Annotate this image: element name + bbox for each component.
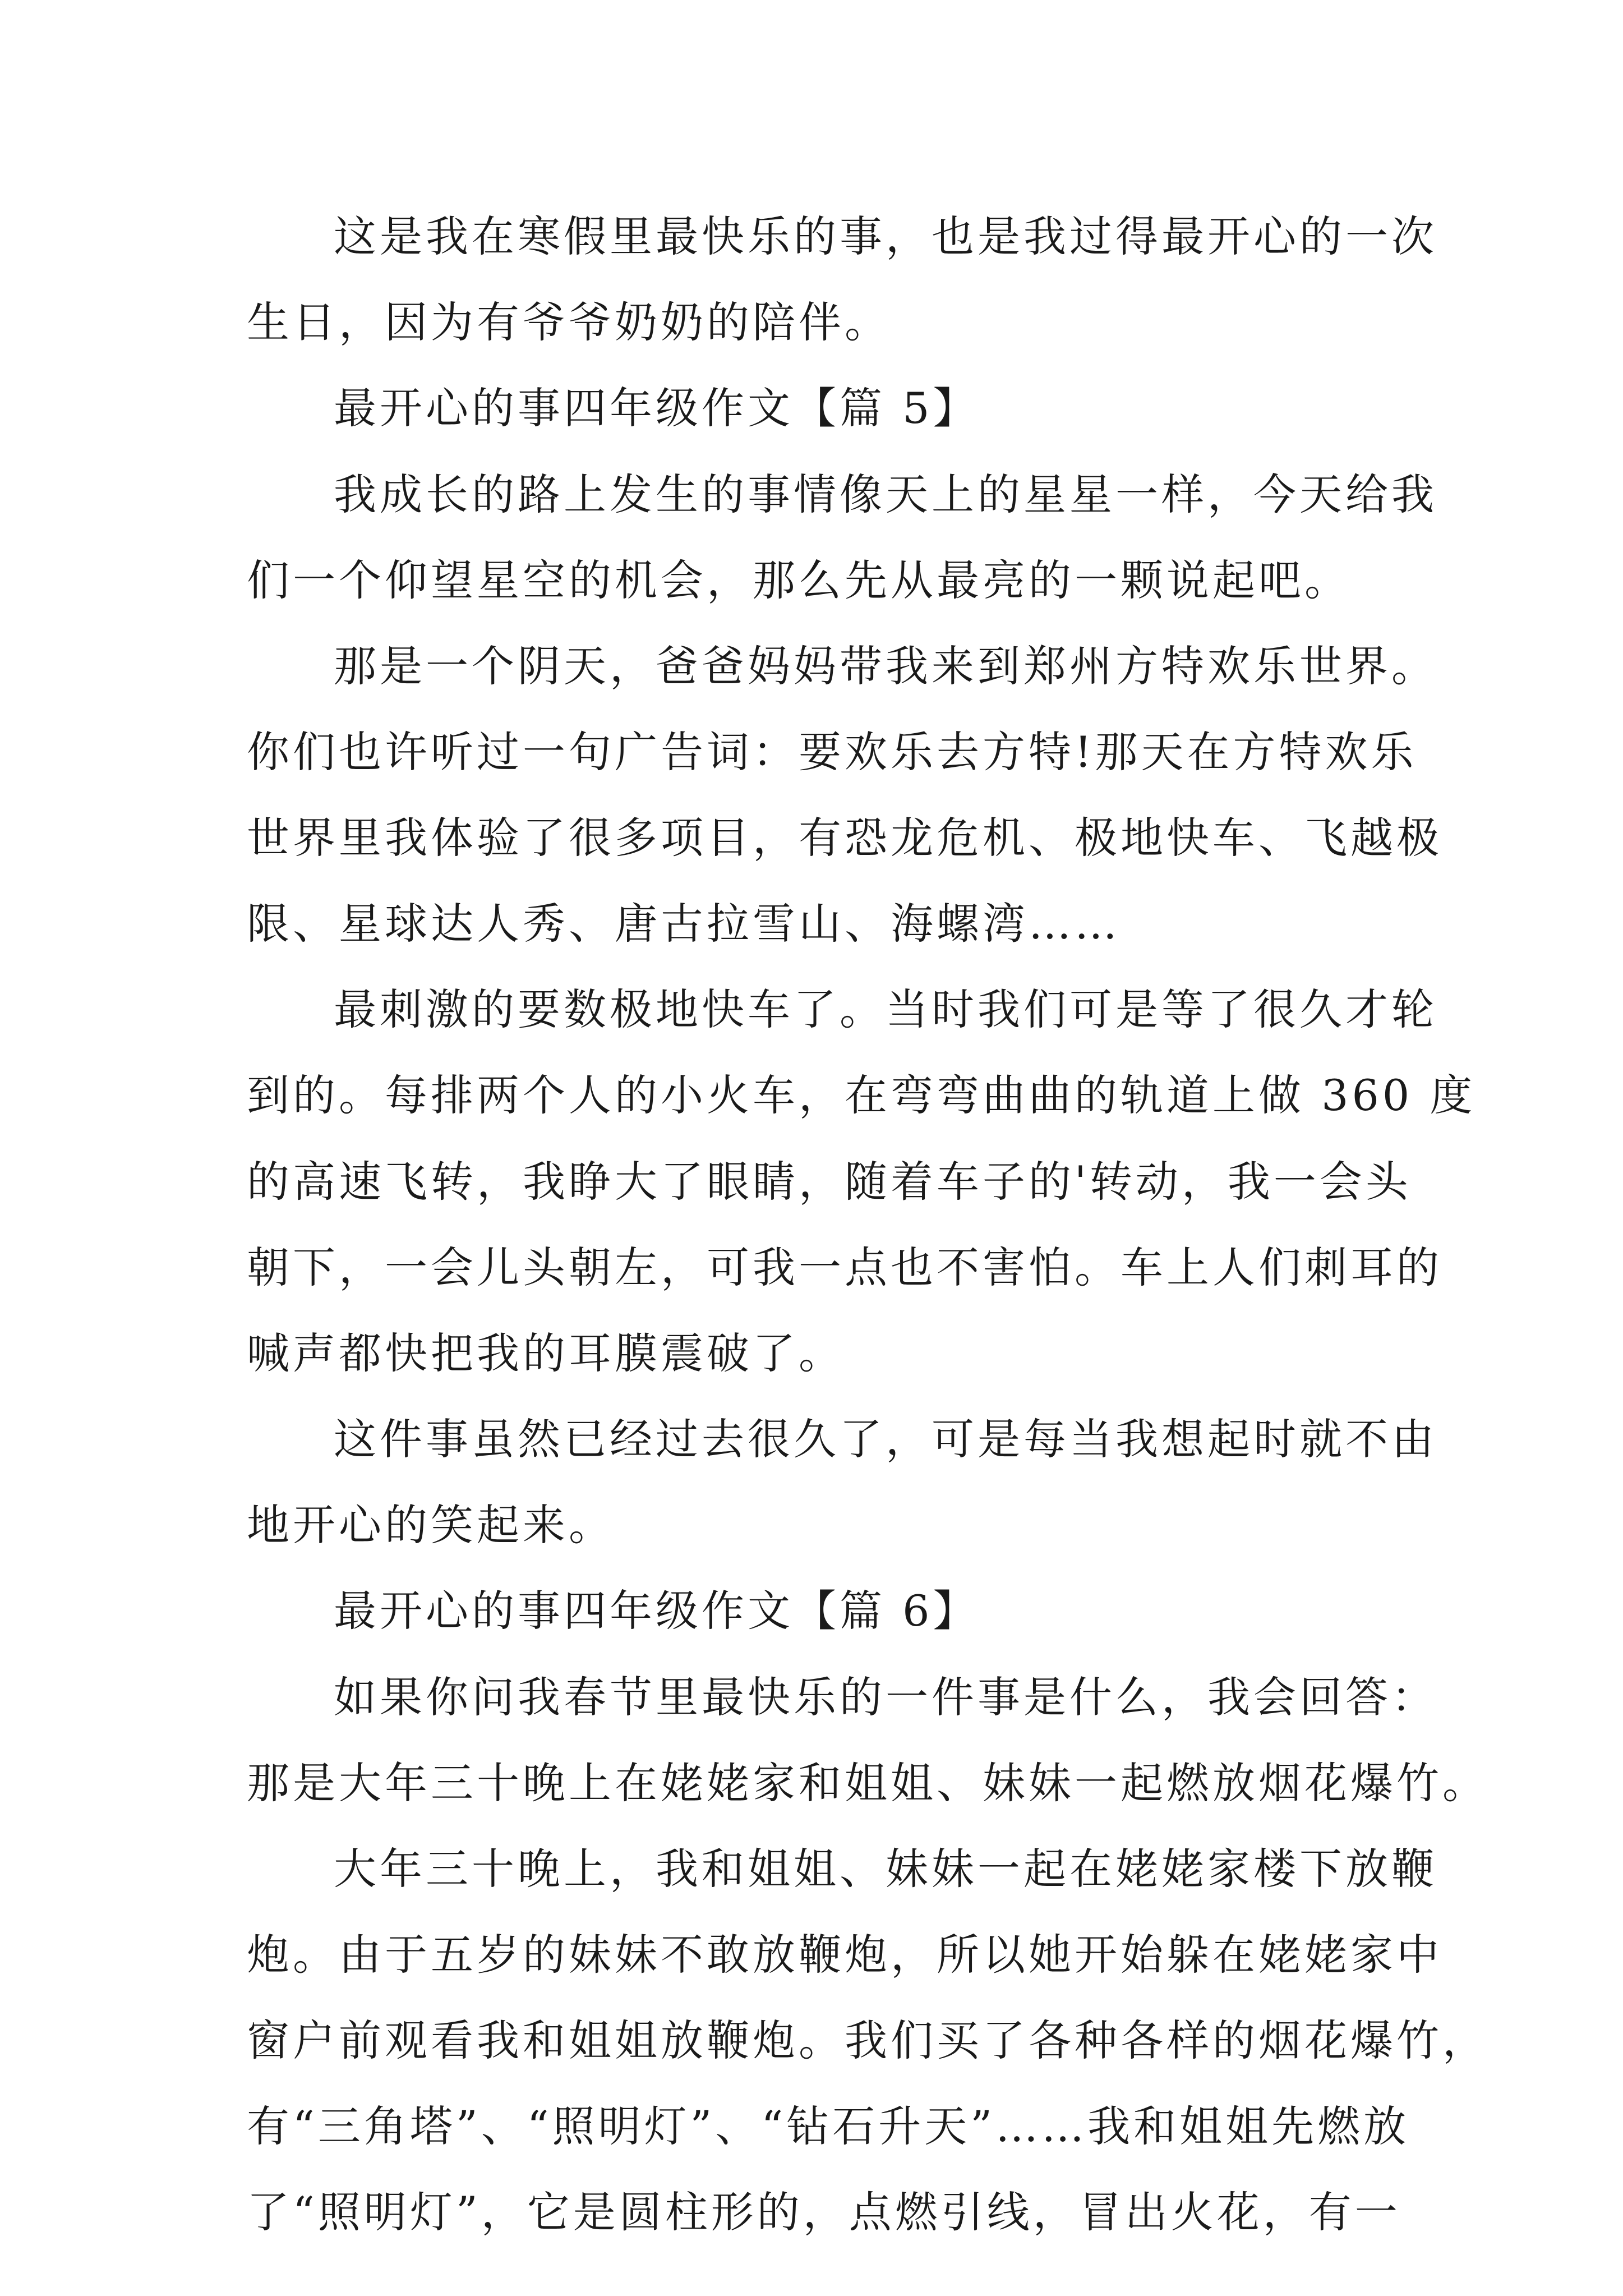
paragraph-line: 那是大年三十晚上在姥姥家和姐姐、妹妹一起燃放烟花爆竹。 xyxy=(247,1758,1488,1808)
paragraph-line: 的高速飞转，我睁大了眼睛，随着车子的'转动，我一会头 xyxy=(247,1157,1412,1207)
paragraph-line: 如果你问我春节里最快乐的一件事是什么，我会回答： xyxy=(334,1672,1437,1722)
paragraph-line: 地开心的笑起来。 xyxy=(247,1500,615,1550)
paragraph-line: 世界里我体验了很多项目，有恐龙危机、极地快车、飞越极 xyxy=(247,813,1442,863)
paragraph-line: 们一个仰望星空的机会，那么先从最亮的一颗说起吧。 xyxy=(247,555,1350,605)
paragraph-line: 生日，因为有爷爷奶奶的陪伴。 xyxy=(247,297,891,347)
paragraph-line: 限、星球达人秀、唐古拉雪山、海螺湾…… xyxy=(247,899,1121,949)
paragraph-line: 这是我在寒假里最快乐的事，也是我过得最开心的一次 xyxy=(334,211,1437,261)
paragraph-line: 了“照明灯”，它是圆柱形的，点燃引线，冒出火花，有一 xyxy=(247,2187,1401,2237)
section-heading: 最开心的事四年级作文【篇 5】 xyxy=(334,383,979,433)
paragraph-line: 大年三十晚上，我和姐姐、妹妹一起在姥姥家楼下放鞭 xyxy=(334,1844,1437,1894)
paragraph-line: 到的。每排两个人的小火车，在弯弯曲曲的轨道上做 360 度 xyxy=(247,1070,1476,1120)
paragraph-line: 喊声都快把我的耳膜震破了。 xyxy=(247,1328,845,1378)
paragraph-line: 你们也许听过一句广告词：要欢乐去方特!那天在方特欢乐 xyxy=(247,727,1417,777)
paragraph-line: 窗户前观看我和姐姐放鞭炮。我们买了各种各样的烟花爆竹， xyxy=(247,2016,1488,2065)
section-heading: 最开心的事四年级作文【篇 6】 xyxy=(334,1586,979,1636)
paragraph-line: 最刺激的要数极地快车了。当时我们可是等了很久才轮 xyxy=(334,984,1437,1034)
paragraph-line: 这件事虽然已经过去很久了，可是每当我想起时就不由 xyxy=(334,1414,1437,1464)
paragraph-line: 我成长的路上发生的事情像天上的星星一样，今天给我 xyxy=(334,470,1437,519)
paragraph-line: 炮。由于五岁的妹妹不敢放鞭炮，所以她开始躲在姥姥家中 xyxy=(247,1930,1442,1980)
paragraph-line: 朝下，一会儿头朝左，可我一点也不害怕。车上人们刺耳的 xyxy=(247,1243,1442,1292)
paragraph-line: 那是一个阴天，爸爸妈妈带我来到郑州方特欢乐世界。 xyxy=(334,641,1437,691)
paragraph-line: 有“三角塔”、“照明灯”、“钻石升天”……我和姐姐先燃放 xyxy=(247,2101,1410,2151)
